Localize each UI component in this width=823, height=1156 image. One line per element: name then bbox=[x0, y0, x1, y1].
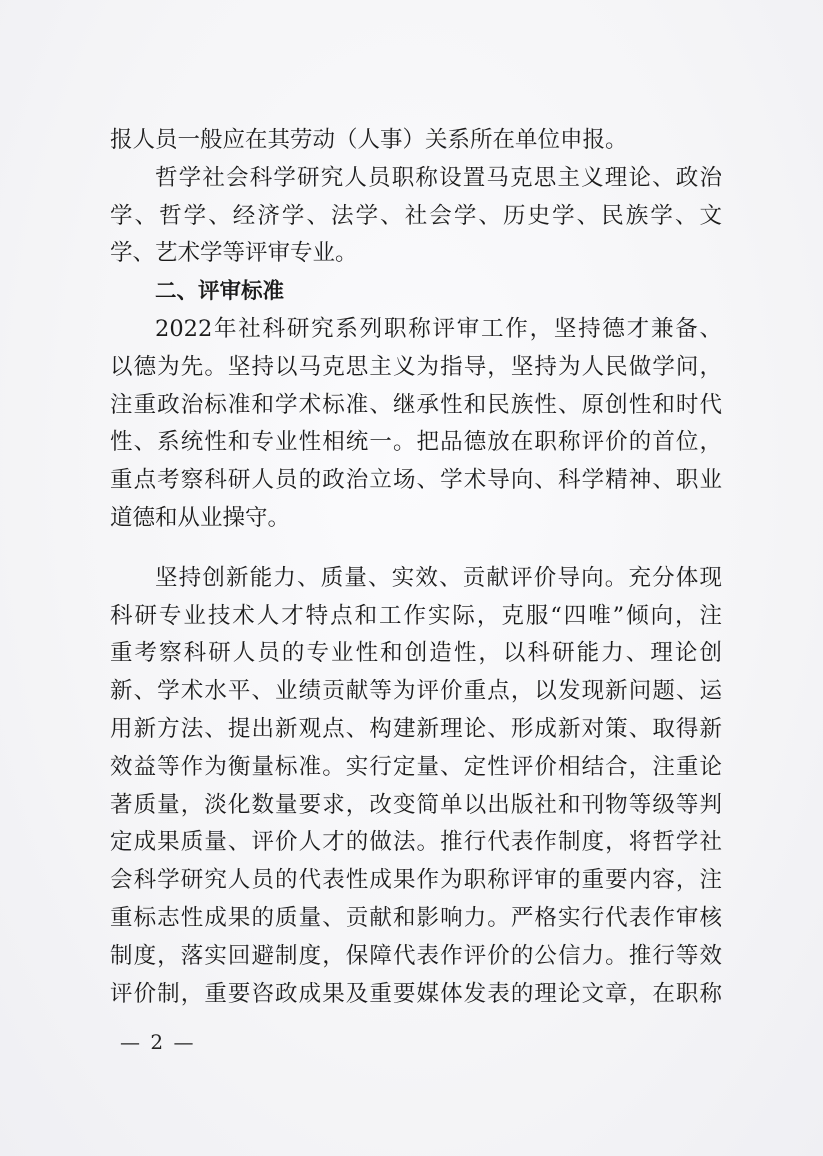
text-line: 重点考察科研人员的政治立场、学术导向、科学精神、职业 bbox=[110, 467, 722, 494]
text-line: 评价制，重要咨政成果及重要媒体发表的理论文章，在职称 bbox=[110, 980, 722, 1007]
document-body bbox=[110, 122, 722, 1013]
text-line: 报人员一般应在其劳动（人事）关系所在单位申报。 bbox=[110, 127, 628, 153]
text-line: 以德为先。坚持以马克思主义为指导，坚持为人民做学问， bbox=[110, 353, 722, 380]
text-line: 科研专业技术人才特点和工作实际，克服“四唯”倾向，注 bbox=[110, 602, 722, 629]
text-line: 制度，落实回避制度，保障代表作评价的公信力。推行等效 bbox=[110, 942, 722, 969]
paragraph-1 bbox=[110, 122, 722, 160]
text-line: 重考察科研人员的专业性和创造性，以科研能力、理论创 bbox=[110, 640, 722, 667]
text-line: 学、哲学、经济学、法学、社会学、历史学、民族学、文 bbox=[110, 202, 722, 229]
text-line: 重标志性成果的质量、贡献和影响力。严格实行代表作审核 bbox=[110, 904, 722, 931]
paragraph-2 bbox=[110, 160, 722, 273]
text-line: 著质量，淡化数量要求，改变简单以出版社和刊物等级等判 bbox=[110, 791, 722, 818]
text-line: 性、系统性和专业性相统一。把品德放在职称评价的首位， bbox=[110, 429, 722, 456]
text-line: 用新方法、提出新观点、构建新理论、形成新对策、取得新 bbox=[110, 715, 722, 742]
text-line: 道德和从业操守。 bbox=[110, 504, 291, 531]
paragraph-4 bbox=[110, 560, 722, 1014]
section-heading: 二、评审标准 bbox=[155, 279, 285, 305]
paragraph-spacer bbox=[110, 538, 722, 560]
paragraph-3 bbox=[110, 311, 722, 538]
text-line: 学、艺术学等评审专业。 bbox=[110, 240, 358, 267]
page-number: — 2 — bbox=[120, 1030, 196, 1054]
text-line: 坚持创新能力、质量、实效、贡献评价导向。充分体现 bbox=[155, 564, 722, 591]
text-line: 效益等作为衡量标准。实行定量、定性评价相结合，注重论 bbox=[110, 753, 722, 780]
text-line: 定成果质量、评价人才的做法。推行代表作制度，将哲学社 bbox=[110, 829, 722, 856]
text-line: 2022年社科研究系列职称评审工作，坚持德才兼备、 bbox=[155, 315, 722, 342]
text-line: 注重政治标准和学术标准、继承性和民族性、原创性和时代 bbox=[110, 391, 722, 418]
text-line: 会科学研究人员的代表性成果作为职称评审的重要内容，注 bbox=[110, 867, 722, 894]
text-line: 哲学社会科学研究人员职称设置马克思主义理论、政治 bbox=[155, 164, 722, 191]
text-line: 新、学术水平、业绩贡献等为评价重点，以发现新问题、运 bbox=[110, 678, 722, 705]
